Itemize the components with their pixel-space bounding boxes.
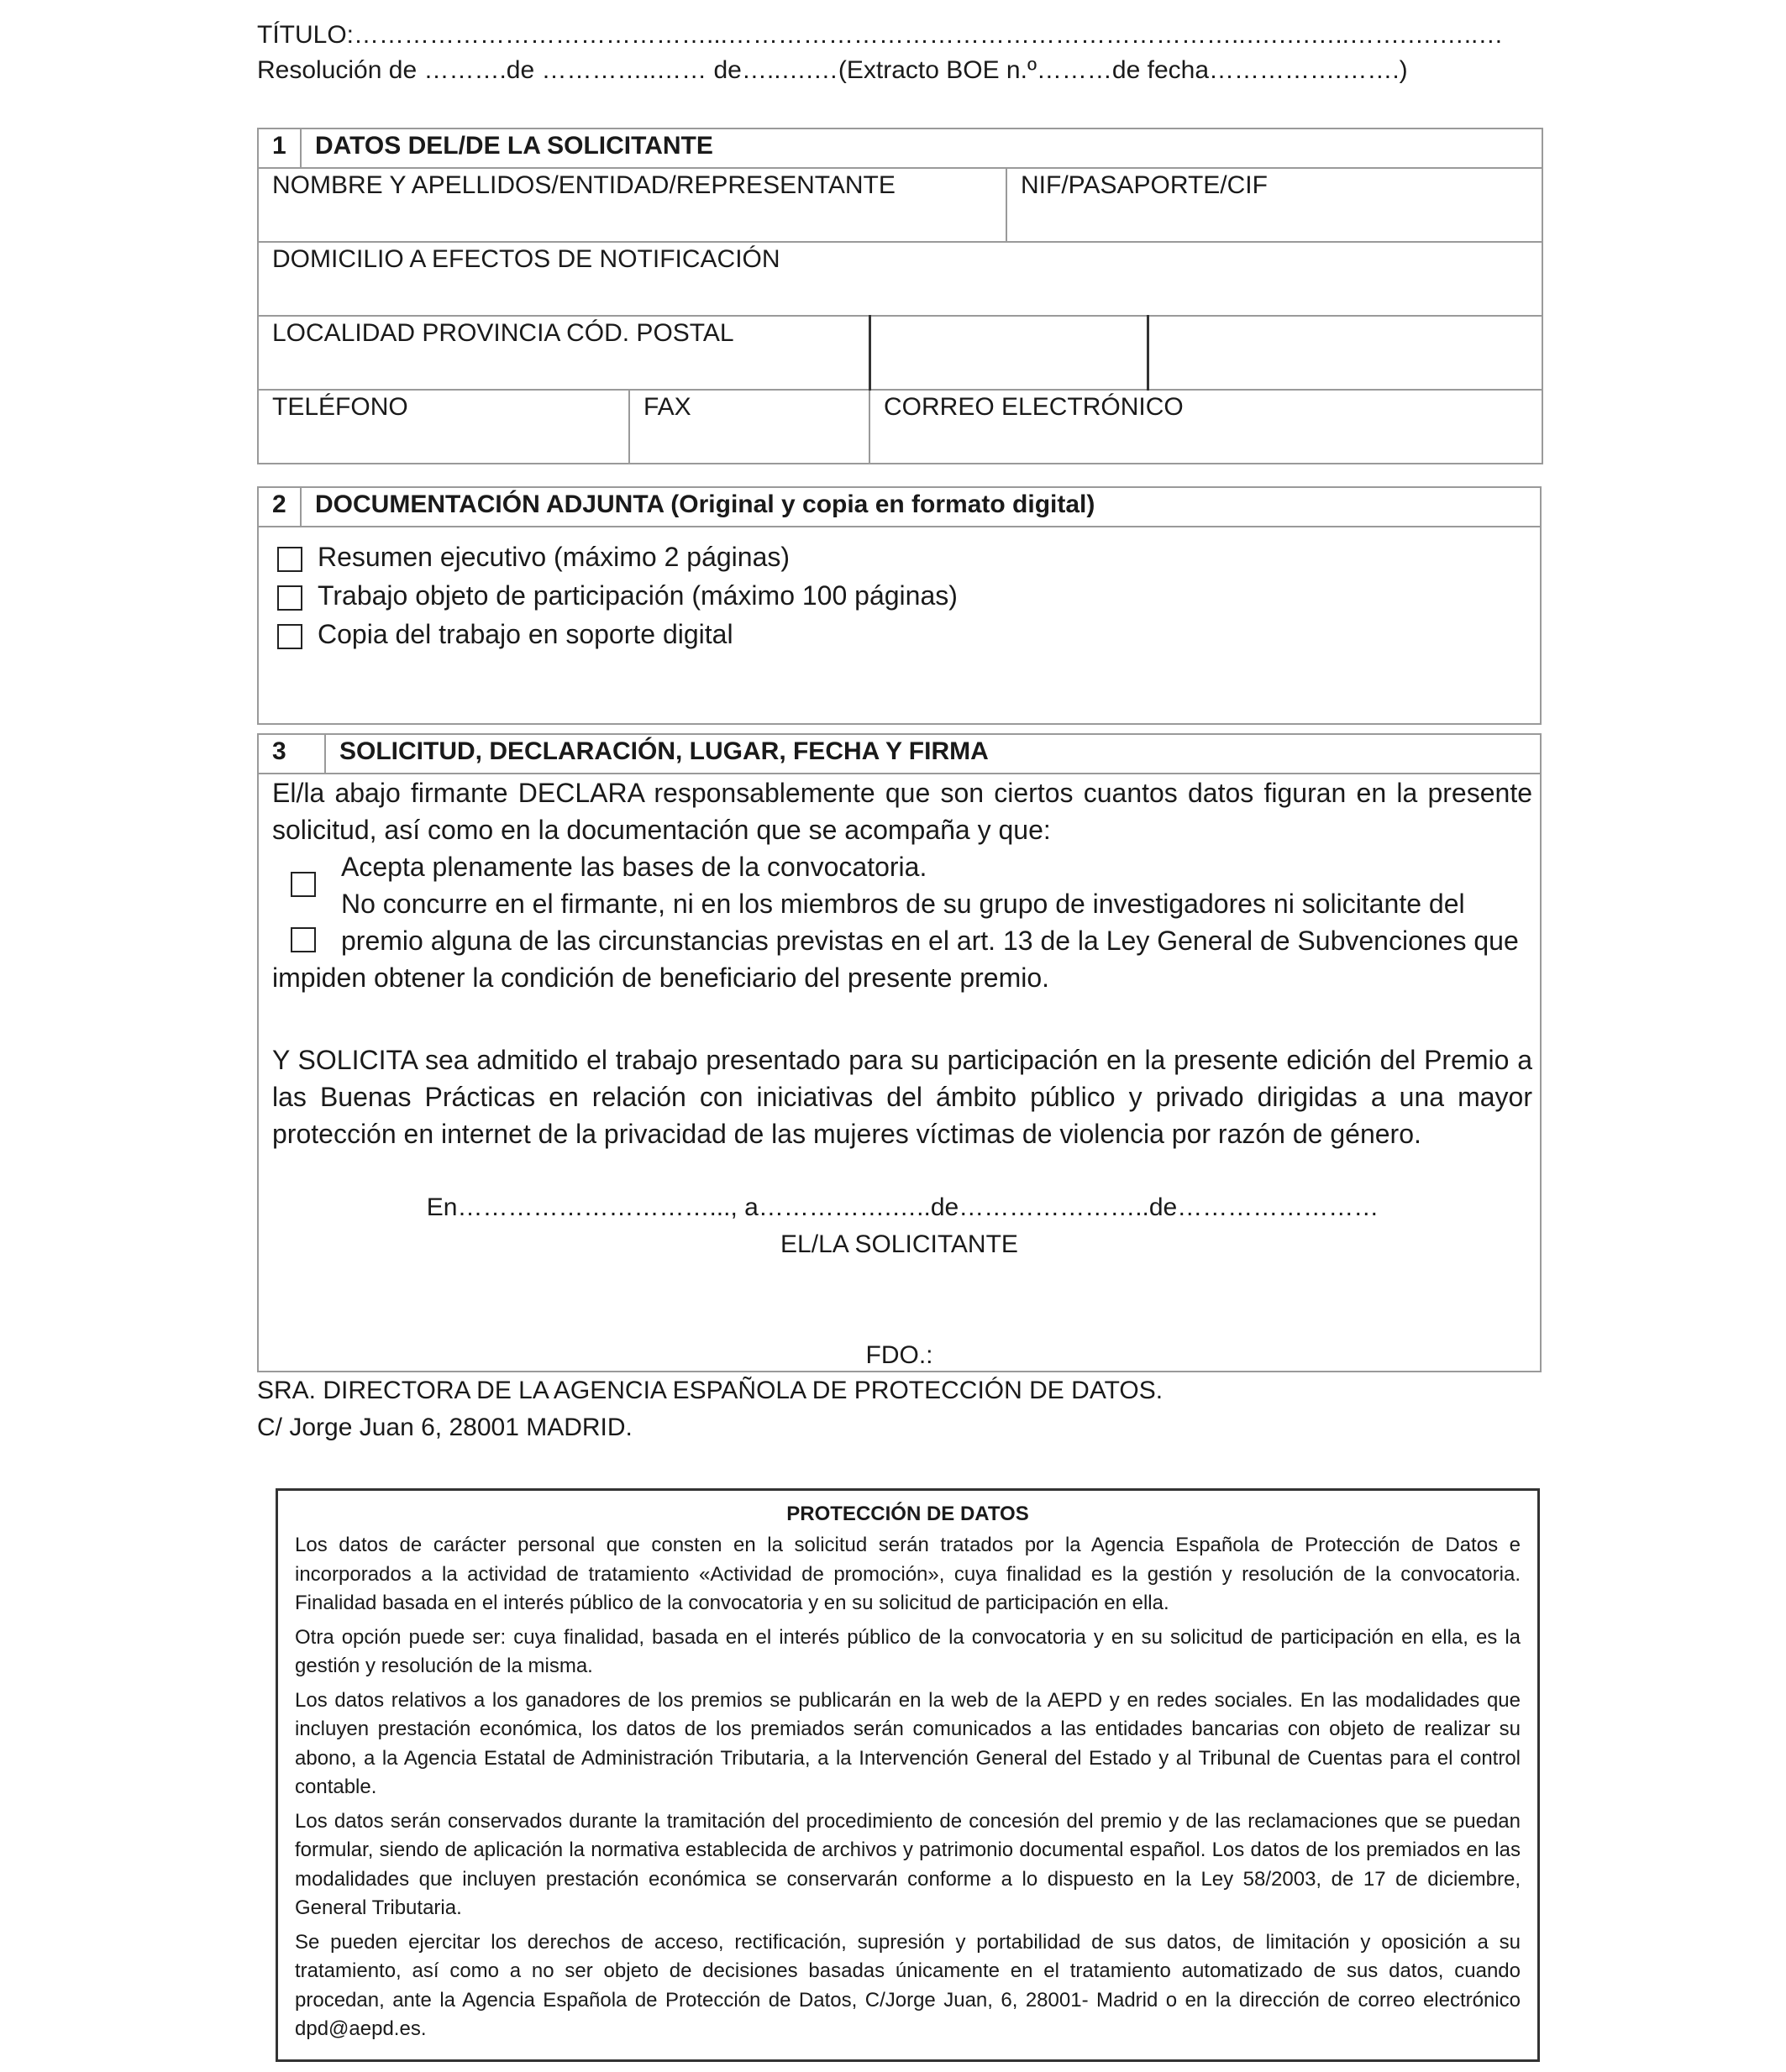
name-field[interactable]	[258, 168, 1006, 242]
no-concurre-line1: No concurre en el firmante, ni en los miembros de su grupo de investigadores ni solicitante del	[341, 889, 1465, 919]
section-1-title: DATOS DEL/DE LA SOLICITANTE	[301, 129, 1542, 168]
solicita-text: Y SOLICITA sea admitido el trabajo presentado para su participación en la presente edición del Premio a las Buenas Prácticas en relación con iniciativas del ámbito público y privado dirigidas a una mayor protección en internet de la privacidad de las mujeres víctimas de violencia por razón de género.	[272, 1045, 1532, 1149]
checkbox-acepta[interactable]	[291, 872, 316, 897]
checkbox[interactable]	[277, 624, 302, 649]
correo-label: CORREO ELECTRÓNICO	[884, 393, 1184, 421]
proteccion-paragraph: Otra opción puede ser: cuya finalidad, basada en el interés público de la convocatoria y en su solicitud de participación en ella, es la gestión y resolución de la misma.	[295, 1625, 1521, 1677]
solicitante-label: EL/LA SOLICITANTE	[780, 1230, 1018, 1258]
section-3-title: SOLICITUD, DECLARACIÓN, LUGAR, FECHA Y FIRMA	[325, 734, 1541, 774]
doc-item-label: Trabajo objeto de participación (máximo 100 páginas)	[318, 580, 958, 611]
no-concurre-line2: premio alguna de las circunstancias previstas en el art. 13 de la Ley General de Subvenciones que	[341, 926, 1519, 956]
doc-item-label: Resumen ejecutivo (máximo 2 páginas)	[318, 542, 791, 572]
localidad-label: LOCALIDAD PROVINCIA CÓD. POSTAL	[272, 319, 734, 347]
section-3-solicitud	[257, 733, 1542, 1372]
proteccion-paragraph: Los datos de carácter personal que consten en la solicitud serán tratados por la Agencia Española de Protección de Datos e incorporados a la actividad de tratamiento «Actividad de promoción», cuya finalidad es la gestión y resolución de la convocatoria. Finalidad basada en el interés público de la convocatoria y en su solicitud de participación en ella.	[295, 1534, 1521, 1614]
firma-label[interactable]: FDO.:	[865, 1341, 933, 1369]
provincia-field[interactable]	[869, 316, 1148, 390]
correo-field[interactable]	[869, 390, 1542, 464]
lugar-fecha-line[interactable]: En…………………………..., a…………….…..de…………………..de……………………	[426, 1193, 1379, 1221]
name-label: NOMBRE Y APELLIDOS/ENTIDAD/REPRESENTANTE	[272, 171, 896, 199]
codigo-postal-field[interactable]	[1148, 316, 1542, 390]
proteccion-datos-box	[276, 1488, 1540, 2062]
checkbox[interactable]	[277, 547, 302, 572]
localidad-field[interactable]	[258, 316, 869, 390]
fax-label: FAX	[643, 393, 691, 421]
doc-item-resumen	[277, 538, 1526, 576]
section-1-datos-solicitante	[257, 128, 1543, 464]
resolucion-line[interactable]: Resolución de ……….de …………..…… de…..….…(Extracto BOE n.º………de fecha…………….…….)	[257, 56, 1408, 84]
declaracion-body	[258, 774, 1541, 1372]
domicilio-label: DOMICILIO A EFECTOS DE NOTIFICACIÓN	[272, 245, 780, 273]
section-3-number: 3	[258, 734, 325, 774]
proteccion-paragraph: Los datos serán conservados durante la tramitación del procedimiento de concesión del premio y de las reclamaciones que se puedan formular, siendo de aplicación la normativa establecida de archivos y patrimonio documental español. Los datos de los premiados en las modalidades que incluyen prestación económica se conservarán conforme a lo dispuesto en la Ley 58/2003, de 17 de diciembre, General Tributaria.	[295, 1809, 1521, 1919]
doc-item-copia	[277, 615, 1526, 653]
documentacion-list	[258, 527, 1541, 724]
doc-item-trabajo	[277, 576, 1526, 615]
proteccion-datos-title: PROTECCIÓN DE DATOS	[786, 1503, 1029, 1525]
section-2-documentacion	[257, 486, 1542, 725]
domicilio-field[interactable]	[258, 242, 1542, 316]
doc-item-label: Copia del trabajo en soporte digital	[318, 619, 733, 649]
nif-label: NIF/PASAPORTE/CIF	[1021, 171, 1268, 199]
fax-field[interactable]	[629, 390, 869, 464]
address-line: C/ Jorge Juan 6, 28001 MADRID.	[257, 1414, 633, 1441]
no-concurre-line3: impiden obtener la condición de beneficiario del presente premio.	[272, 963, 1050, 993]
declaracion-intro: El/la abajo firmante DECLARA responsablemente que son ciertos cuantos datos figuran en la presente solicitud, así como en la documentación que se acompaña y que:	[272, 778, 1532, 845]
checkbox-no-concurre[interactable]	[291, 927, 316, 952]
section-2-title: DOCUMENTACIÓN ADJUNTA (Original y copia en formato digital)	[301, 487, 1541, 527]
section-1-number: 1	[258, 129, 301, 168]
telefono-field[interactable]	[258, 390, 629, 464]
proteccion-paragraph: Los datos relativos a los ganadores de los premios se publicarán en la web de la AEPD y en redes sociales. En las modalidades que incluyen prestación económica, los datos de los premiados serán comunicados a las entidades bancarias con objeto de realizar su abono, a la Agencia Estatal de Administración Tributaria, a la Intervención General del Estado y al Tribunal de Cuentas para el control contable.	[295, 1688, 1521, 1798]
acepta-text: Acepta plenamente las bases de la convocatoria.	[341, 852, 927, 882]
addressee-line: SRA. DIRECTORA DE LA AGENCIA ESPAÑOLA DE PROTECCIÓN DE DATOS.	[257, 1377, 1164, 1404]
section-2-number: 2	[258, 487, 301, 527]
nif-field[interactable]	[1006, 168, 1542, 242]
proteccion-paragraph: Se pueden ejercitar los derechos de acceso, rectificación, supresión y portabilidad de sus datos, de limitación y oposición a su tratamiento, así como a no ser objeto de decisiones basadas únicamente en el tratamiento automatizado de sus datos, cuando procedan, ante la Agencia Española de Protección de Datos, C/Jorge Juan, 6, 28001- Madrid o en la dirección de correo electrónico dpd@aepd.es.	[295, 1930, 1521, 2040]
checkbox[interactable]	[277, 585, 302, 611]
telefono-label: TELÉFONO	[272, 393, 408, 421]
titulo-line[interactable]: TÍTULO:……………………………………...……………………………………………………..….….…..…….….…..…	[257, 21, 1504, 49]
